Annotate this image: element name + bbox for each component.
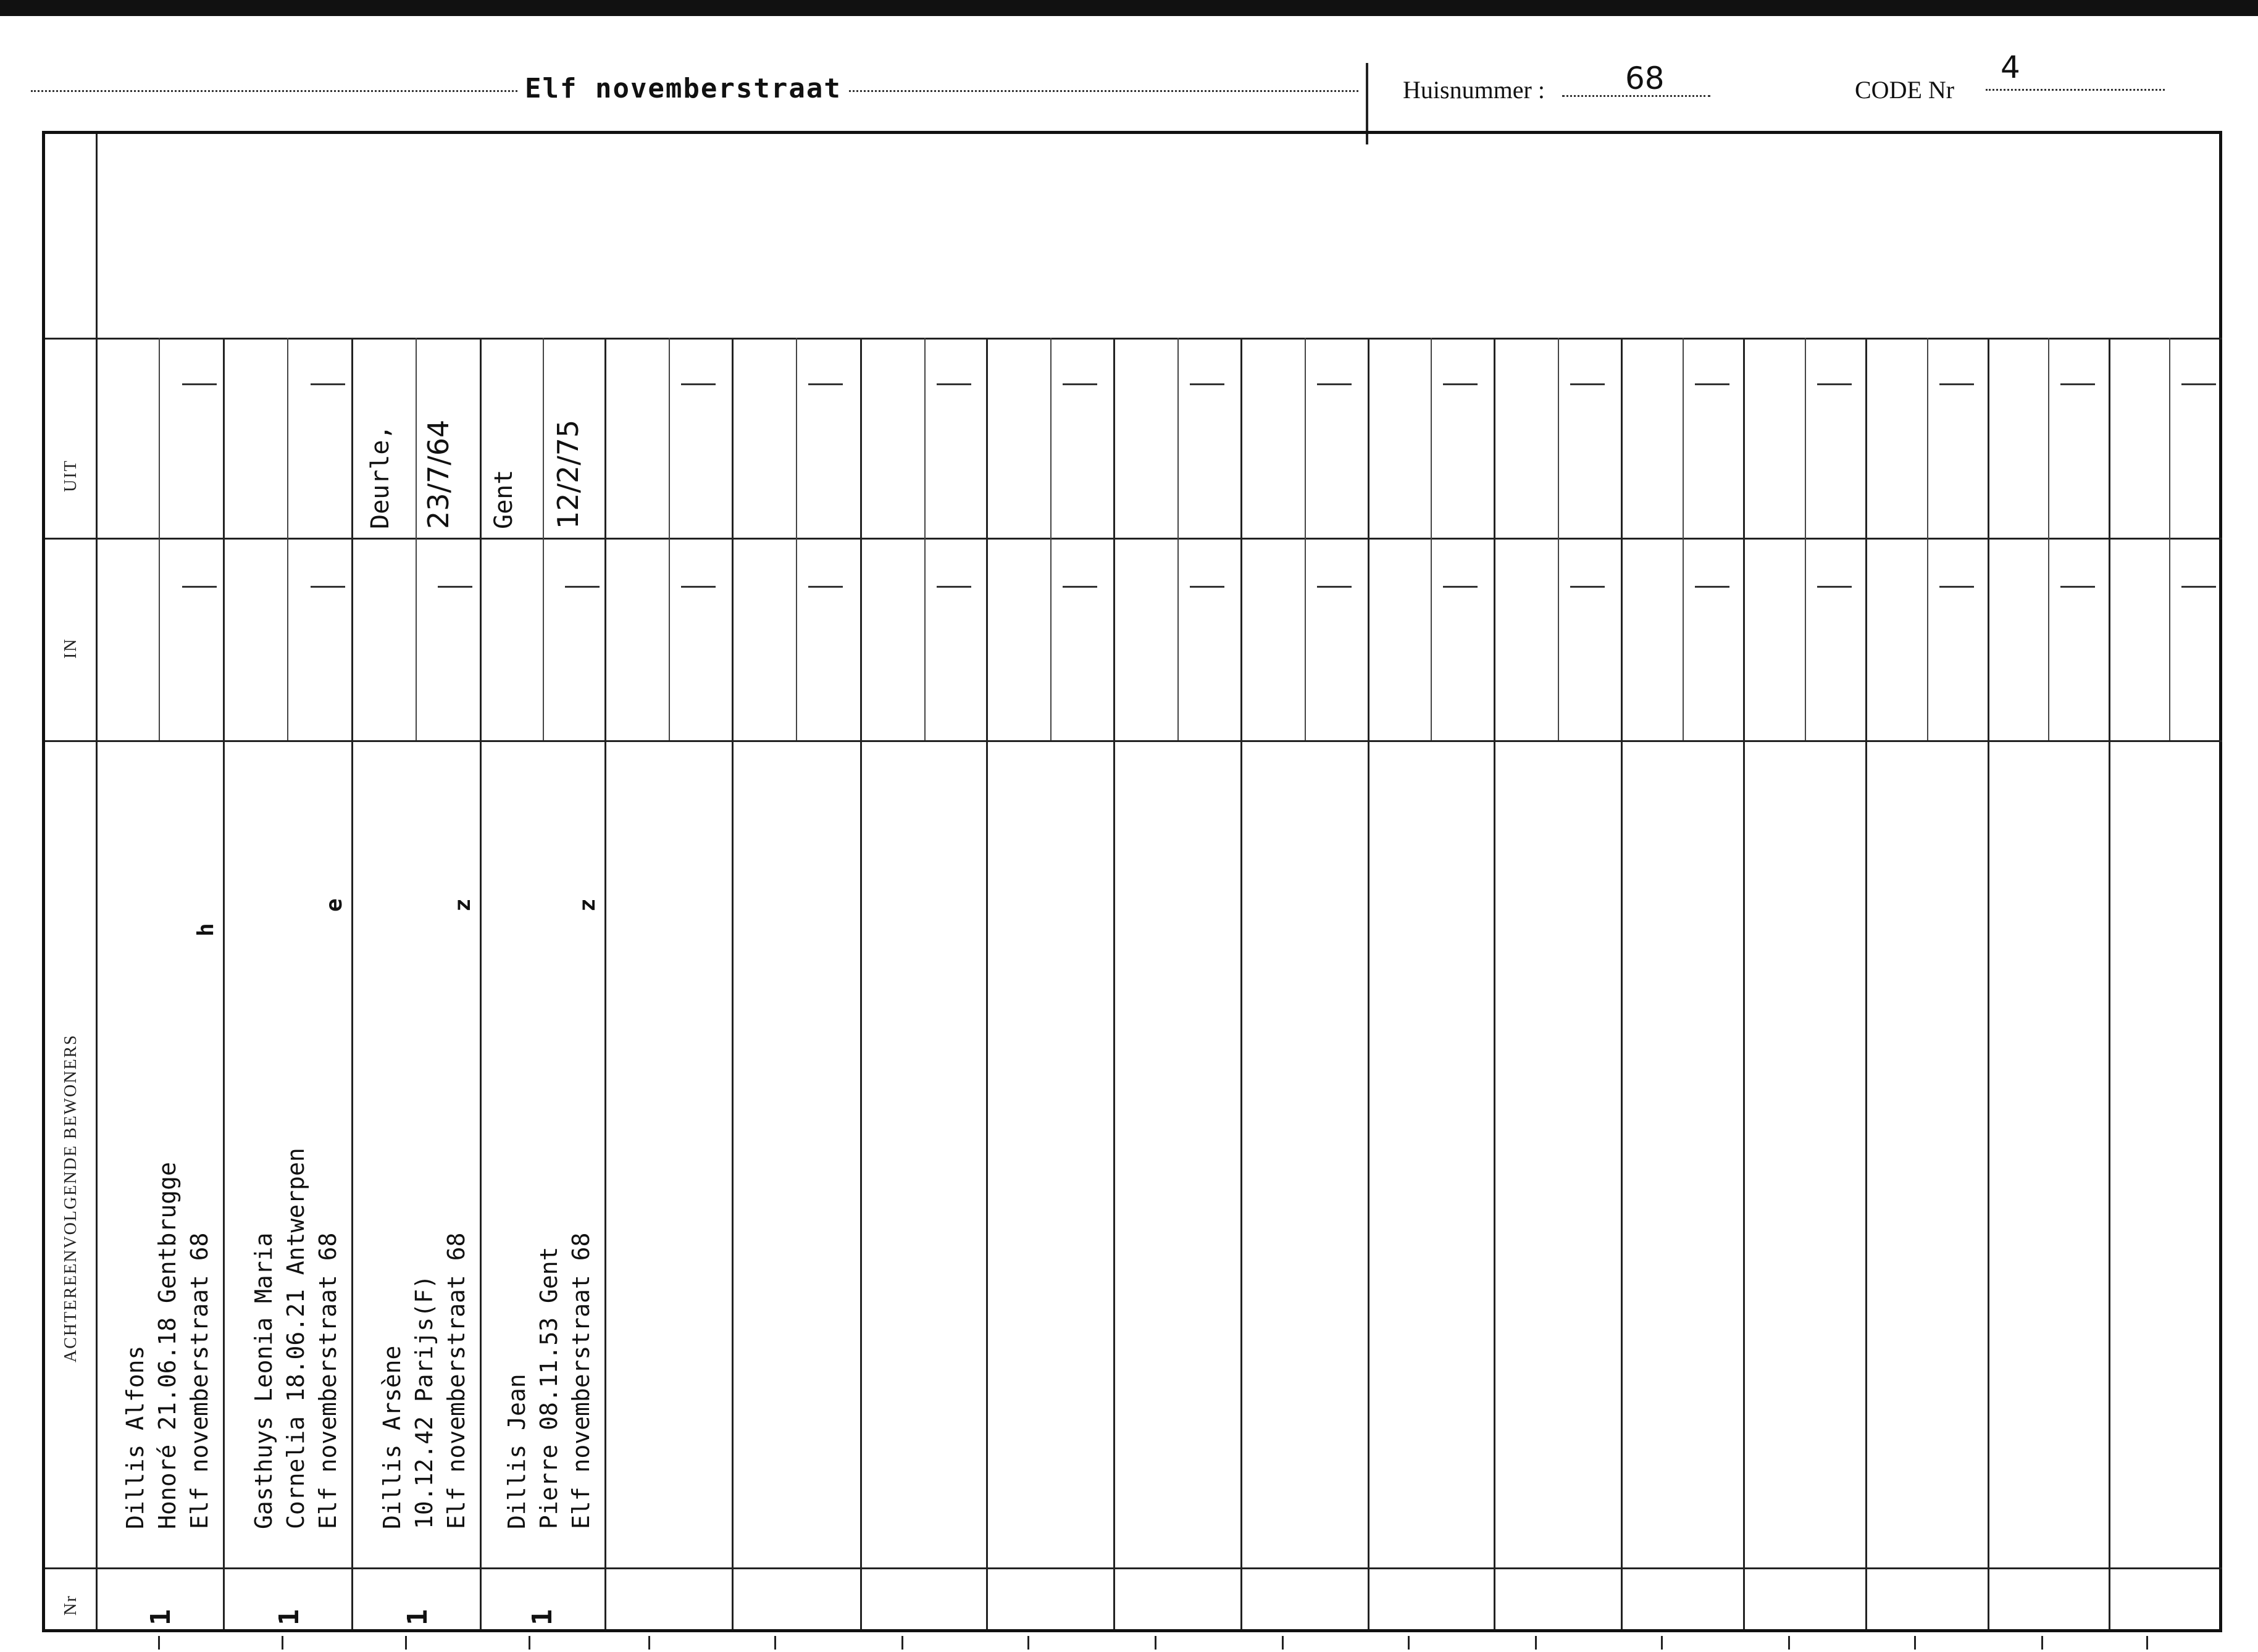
uit-dash — [937, 383, 971, 385]
bottom-tick — [529, 1636, 530, 1650]
top-black-border — [0, 0, 2258, 16]
in-dash — [565, 586, 600, 588]
sub-column-divider — [1805, 338, 1806, 740]
uit-dash — [1570, 383, 1605, 385]
resident-line: Dillis Jean — [503, 1374, 530, 1529]
code-number-value: 4 — [2001, 49, 2020, 85]
sub-column-divider — [2169, 338, 2170, 740]
uit-section-label: UIT — [61, 459, 80, 492]
resident-line: 10.12.42 Parijs(F) — [411, 1275, 438, 1529]
top-empty-section-divider — [96, 338, 2222, 340]
street-name: Elf novemberstraat — [519, 73, 848, 104]
bottom-tick — [1535, 1636, 1537, 1650]
in-dash — [1317, 586, 1352, 588]
resident-line: Honoré 21.06.18 Gentbrugge — [154, 1162, 181, 1529]
column-divider — [1240, 338, 1242, 1629]
code-dotted-line — [1986, 89, 2165, 91]
column-divider — [1865, 338, 1867, 1629]
bottom-tick — [405, 1636, 407, 1650]
in-dash — [311, 586, 345, 588]
in-dash — [1443, 586, 1478, 588]
column-divider — [480, 338, 482, 1629]
column-divider — [351, 338, 353, 1629]
column-divider — [986, 338, 988, 1629]
resident-entry — [248, 1148, 344, 1529]
in-dash — [1190, 586, 1224, 588]
sub-column-divider — [1305, 338, 1306, 740]
resident-mark: e — [322, 898, 347, 912]
house-number-value: 68 — [1625, 60, 1665, 96]
resident-grid — [42, 131, 2222, 1632]
column-divider — [1368, 338, 1369, 1629]
resident-line: Elf novemberstraat 68 — [314, 1232, 341, 1529]
bottom-tick — [2041, 1636, 2043, 1650]
in-dash — [1939, 586, 1974, 588]
uit-dash — [1063, 383, 1097, 385]
bottom-tick — [282, 1636, 283, 1650]
sub-column-divider — [2048, 338, 2049, 740]
bottom-tick — [1914, 1636, 1916, 1650]
resident-nr: 1 — [145, 1609, 177, 1625]
sub-column-divider — [796, 338, 797, 740]
uit-dash — [1317, 383, 1352, 385]
resident-entry — [501, 1233, 597, 1529]
resident-line: Pierre 08.11.53 Gent — [535, 1246, 562, 1529]
resident-entry — [376, 1233, 472, 1529]
in-dash — [808, 586, 843, 588]
resident-line: Elf novemberstraat 68 — [567, 1232, 595, 1529]
sub-column-divider — [543, 338, 544, 740]
column-divider — [223, 338, 225, 1629]
resident-nr: 1 — [527, 1609, 558, 1625]
resident-nr: 1 — [402, 1609, 433, 1625]
in-section-label: IN — [61, 638, 80, 659]
resident-line: Elf novemberstraat 68 — [186, 1232, 213, 1529]
resident-line: Gasthuys Leonia Maria — [250, 1232, 277, 1529]
sub-column-divider — [1558, 338, 1559, 740]
uit-place: Deurle, — [366, 425, 395, 529]
sub-column-divider — [287, 338, 288, 740]
code-label: CODE Nr — [1855, 76, 1955, 104]
resident-entry — [119, 1162, 215, 1529]
sub-column-divider — [669, 338, 670, 740]
uit-dash — [1939, 383, 1974, 385]
column-divider — [1113, 338, 1115, 1629]
bottom-tick — [1027, 1636, 1029, 1650]
resident-nr: 1 — [274, 1609, 305, 1625]
column-divider — [1621, 338, 1623, 1629]
uit-dash — [2181, 383, 2216, 385]
uit-date: 12/2/75 — [551, 419, 585, 529]
in-dash — [182, 586, 217, 588]
column-divider — [1494, 338, 1495, 1629]
uit-date: 23/7/64 — [422, 419, 455, 529]
uit-dash — [311, 383, 345, 385]
column-divider — [1988, 338, 1989, 1629]
in-dash — [2060, 586, 2095, 588]
uit-dash — [2060, 383, 2095, 385]
in-dash — [1570, 586, 1605, 588]
uit-dash — [1695, 383, 1729, 385]
uit-dash — [182, 383, 217, 385]
in-dash — [438, 586, 472, 588]
bottom-tick — [1788, 1636, 1790, 1650]
column-divider — [2109, 338, 2110, 1629]
uit-dash — [808, 383, 843, 385]
in-dash — [1695, 586, 1729, 588]
sub-column-divider — [1431, 338, 1432, 740]
sub-column-divider — [159, 338, 160, 740]
in-dash — [1817, 586, 1852, 588]
column-divider — [732, 338, 734, 1629]
bottom-tick — [1661, 1636, 1663, 1650]
bottom-tick — [774, 1636, 776, 1650]
uit-dash — [1817, 383, 1852, 385]
bottom-tick — [1155, 1636, 1156, 1650]
resident-line: Dillis Arsène — [378, 1345, 406, 1529]
uit-dash — [681, 383, 716, 385]
residents-section-label: ACHTEREENVOLGENDE BEWONERS — [61, 1034, 80, 1362]
residents-nr-divider — [45, 1567, 2222, 1569]
sub-column-divider — [416, 338, 417, 740]
resident-line: Elf novemberstraat 68 — [443, 1232, 470, 1529]
bottom-tick — [158, 1636, 160, 1650]
resident-line: Dillis Alfons — [122, 1345, 149, 1529]
bottom-tick — [1282, 1636, 1284, 1650]
resident-mark: h — [193, 923, 219, 937]
in-dash — [681, 586, 716, 588]
uit-dash — [1190, 383, 1224, 385]
bottom-tick — [2146, 1636, 2148, 1650]
column-divider — [1743, 338, 1745, 1629]
in-dash — [2181, 586, 2216, 588]
column-divider — [604, 338, 606, 1629]
uit-place: Gent — [490, 469, 518, 529]
bottom-tick — [648, 1636, 650, 1650]
card-header — [0, 16, 2258, 133]
label-top-divider — [45, 338, 96, 340]
sub-column-divider — [1927, 338, 1928, 740]
resident-mark: z — [575, 898, 600, 912]
bottom-tick — [1408, 1636, 1410, 1650]
resident-line: Cornelia 18.06.21 Antwerpen — [282, 1148, 309, 1529]
label-column-divider — [96, 134, 98, 1629]
house-number-label: Huisnummer : — [1403, 76, 1545, 104]
in-dash — [937, 586, 971, 588]
sub-column-divider — [1683, 338, 1684, 740]
in-dash — [1063, 586, 1097, 588]
column-divider — [860, 338, 862, 1629]
uit-in-divider — [45, 538, 2222, 540]
sub-column-divider — [1050, 338, 1052, 740]
nr-section-label: Nr — [61, 1595, 80, 1616]
uit-dash — [1443, 383, 1478, 385]
sub-column-divider — [1177, 338, 1179, 740]
bottom-tick — [901, 1636, 903, 1650]
in-residents-divider — [45, 740, 2222, 742]
sub-column-divider — [924, 338, 926, 740]
resident-mark: z — [450, 898, 475, 912]
